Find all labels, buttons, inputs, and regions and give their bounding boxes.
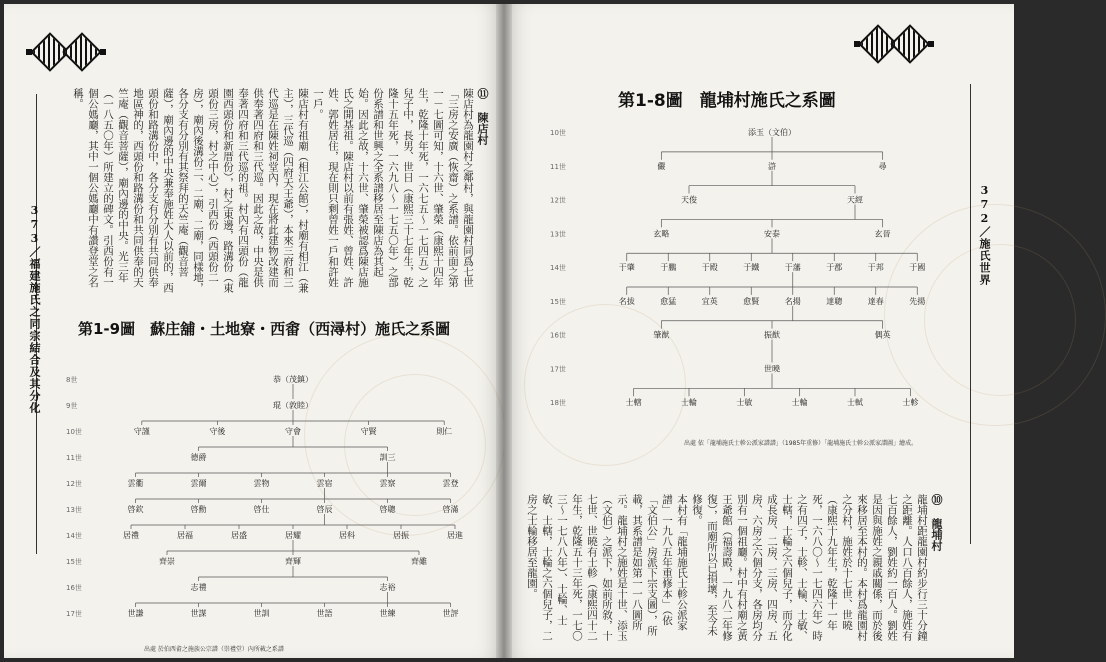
genealogy-chart-1-8 bbox=[548, 122, 968, 434]
member-name: 雲察 bbox=[379, 479, 396, 488]
generation-label: 8世 bbox=[66, 376, 78, 384]
member-name: 居福 bbox=[177, 531, 193, 540]
generation-label: 10世 bbox=[66, 428, 82, 436]
member-name: 居科 bbox=[339, 531, 355, 540]
member-name: 達春 bbox=[867, 296, 884, 306]
paragraph: 本村有「龍埔施氏士軫公派家譜」一九八五年重修本」（依「文伯公」房派下宗支圖），所載，其系譜是如第一一八圖所示。龍埔村之施姓是十世、添玉（文伯）之派下，如前所敘，十七世、世曉有士軫（康熙四十二年生，乾隆五十三年死，一七〇三～一七八八年）、士輪、士敏、士轄，士輪之六個兒子，二房之士輪移居至龍園。 bbox=[526, 494, 688, 641]
member-name: 志裕 bbox=[379, 583, 396, 592]
member-name: 先揚 bbox=[909, 296, 926, 306]
generation-label: 13世 bbox=[66, 506, 82, 514]
member-name: 世謀 bbox=[190, 609, 207, 618]
section-title: 龍埔村 bbox=[930, 518, 943, 551]
member-name: 玄晉 bbox=[874, 229, 891, 239]
generation-label: 17世 bbox=[66, 610, 82, 618]
member-name: 天經 bbox=[847, 195, 863, 205]
book-gutter bbox=[496, 4, 512, 658]
member-name: 安泰 bbox=[764, 229, 780, 239]
book-spread bbox=[4, 4, 1020, 658]
member-name: 雲衢 bbox=[127, 479, 144, 488]
member-name: 愈賢 bbox=[743, 296, 760, 306]
member-name: 于殿 bbox=[701, 263, 718, 273]
left-page bbox=[4, 4, 504, 658]
member-name: 守後 bbox=[209, 427, 226, 436]
figure-caption: 出處 於伯西畬之施族公宗譜（崇禮堂）內所載之系譜 bbox=[144, 646, 284, 653]
generation-label: 15世 bbox=[550, 297, 566, 306]
member-name: 則仁 bbox=[436, 427, 453, 436]
generation-label: 15世 bbox=[66, 558, 82, 566]
member-name: 世謙 bbox=[127, 609, 144, 618]
member-name: 居禮 bbox=[123, 531, 139, 540]
member-name: 于國 bbox=[909, 263, 926, 273]
generation-label: 12世 bbox=[66, 480, 82, 488]
body-text bbox=[526, 494, 944, 644]
member-name: 世曉 bbox=[764, 364, 780, 374]
member-name: 士輪 bbox=[681, 398, 697, 408]
member-name: 士軫 bbox=[902, 398, 919, 408]
member-name: 齊崇 bbox=[159, 557, 175, 566]
member-name: 名拔 bbox=[618, 296, 635, 306]
right-page bbox=[504, 4, 1014, 658]
member-name: 啓滿 bbox=[442, 505, 459, 514]
member-name: 于藩 bbox=[784, 263, 801, 273]
generation-label: 11世 bbox=[550, 162, 566, 171]
member-name: 守賢 bbox=[360, 427, 377, 436]
generation-label: 13世 bbox=[550, 230, 566, 239]
member-name: 世評 bbox=[442, 609, 459, 618]
member-name: 滸 bbox=[768, 161, 776, 171]
member-name: 于鐵 bbox=[743, 263, 760, 273]
member-name: 儼 bbox=[657, 161, 666, 171]
member-name: 恭（茂鎮） bbox=[273, 375, 313, 384]
member-name: 振猷 bbox=[764, 330, 780, 340]
paragraph: 龍埔村距龍園村約步行三十分鐘之距離。人口八百餘人，施姓有七百餘人，劉姓約一百人。劉姓是因與施姓之親戚關係，而於後來移居至本村的。本村爲龍園村之分村，施姓於十七世、世曉（康熙十九年生，乾隆十一年死，一六八〇～一七四六年）時之有四子，士軫、士輪、士敏、士轄，士輪之六個兒子，而分化成長房、二房、三房、四房、五房、六房之六個分支，各房均分別有一個祖廳。村中有村廟之黃王爺館（福壽殿，一九八二年修復），而廟所以已損壞，至今未修復。 bbox=[691, 494, 928, 641]
corner-ornament bbox=[854, 30, 934, 58]
section-number: ⑪ bbox=[476, 88, 489, 99]
member-name: 玄略 bbox=[653, 229, 670, 239]
paragraph: 陳店村有祖廟（相江公館），村廟有相江（兼主），三代巡（四府天王爺），本來三府和三代巡是在陳姓祠堂內，現在將此建物改建而供奉著四府和三代巡。因此之故，中央是供奉著四府和三代巡的祖。村內有四頭份（龍園西頭份和新厝份），村之東邊，路溝份（東頭份三房，村之中心），引西份（西頭份二房），廟內後溝份二、二廟、二廟，同樣地，各分支有分別有其祭拜的天竺庵（觀音菩薩），廟內邊的中央兼奉施姓大人以前的，西頭份和路溝份中，各分支有分別有共同供奉地區神的，西頭份和路溝份和共同供奉的天竺庵（觀音菩薩），廟內邊的中央。光三年（一八五〇年）所建立的碑文。引西份有一個公媽廳，其中一個公媽廳中有讚登堂之名稱。 bbox=[72, 88, 309, 293]
member-name: 訓三 bbox=[379, 453, 396, 462]
member-name: 齊雖 bbox=[411, 557, 427, 566]
member-name: 于郡 bbox=[826, 263, 843, 273]
member-name: 啓欽 bbox=[127, 505, 144, 514]
running-head: 372／施氏世界 bbox=[978, 184, 991, 286]
member-name: 肇猷 bbox=[653, 330, 670, 340]
section-number: ⑩ bbox=[930, 494, 943, 505]
body-text bbox=[72, 88, 490, 296]
member-name: 守會 bbox=[285, 427, 301, 436]
diamond-ornament-icon bbox=[890, 24, 930, 64]
member-name: 啓聰 bbox=[379, 505, 396, 514]
member-name: 尋 bbox=[878, 161, 887, 171]
member-name: 雲爾 bbox=[190, 479, 207, 488]
member-name: 士敏 bbox=[736, 398, 753, 408]
generation-label: 16世 bbox=[550, 331, 566, 340]
member-name: 世練 bbox=[379, 609, 396, 618]
member-name: 愈猛 bbox=[660, 296, 677, 306]
member-name: 宜英 bbox=[701, 296, 718, 306]
figure-title: 第1-9圖 蘇庄舖・土地寮・西畬（西潯村）施氏之系圖 bbox=[78, 320, 451, 338]
section-title: 陳店村 bbox=[476, 112, 489, 145]
member-name: 居盛 bbox=[231, 531, 247, 540]
genealogy-chart-svg bbox=[64, 369, 494, 637]
member-name: 齊輝 bbox=[285, 557, 301, 566]
member-name: 守謹 bbox=[133, 427, 150, 436]
generation-label: 12世 bbox=[550, 196, 566, 205]
member-name: 琨（敦睦） bbox=[273, 401, 313, 410]
member-name: 士轄 bbox=[625, 398, 642, 408]
generation-label: 14世 bbox=[66, 532, 82, 540]
running-head: 373／福建施氏之同宗結合及其分化 bbox=[28, 204, 41, 414]
figure-title: 第1-8圖 龍埔村施氏之系圖 bbox=[618, 91, 836, 111]
member-name: 士輪 bbox=[791, 398, 808, 408]
member-name: 世語 bbox=[316, 609, 333, 618]
member-name: 名揚 bbox=[784, 296, 801, 306]
member-name: 德爵 bbox=[190, 453, 207, 462]
generation-label: 16世 bbox=[66, 584, 82, 592]
member-name: 天俊 bbox=[681, 195, 697, 205]
generation-label: 17世 bbox=[550, 365, 566, 374]
member-name: 于鵬 bbox=[660, 263, 677, 273]
member-name: 士軾 bbox=[847, 398, 863, 408]
generation-label: 11世 bbox=[66, 454, 82, 462]
diamond-ornament-icon bbox=[62, 32, 102, 72]
member-name: 雲宿 bbox=[316, 479, 333, 488]
member-name: 世訓 bbox=[253, 609, 270, 618]
generation-label: 9世 bbox=[66, 402, 78, 410]
genealogy-chart-svg bbox=[548, 122, 968, 434]
member-name: 志禮 bbox=[190, 583, 207, 592]
member-name: 于邦 bbox=[867, 263, 884, 273]
member-name: 偶英 bbox=[874, 330, 891, 340]
corner-ornament bbox=[26, 38, 106, 66]
member-name: 居進 bbox=[447, 531, 463, 540]
genealogy-chart-1-9 bbox=[64, 369, 494, 637]
member-name: 居耀 bbox=[285, 531, 301, 540]
generation-label: 14世 bbox=[550, 264, 566, 273]
member-name: 雲登 bbox=[442, 479, 459, 488]
member-name: 啓辰 bbox=[316, 505, 333, 514]
member-name: 居振 bbox=[393, 531, 409, 540]
member-name: 啓仕 bbox=[253, 505, 270, 514]
member-name: 雲物 bbox=[253, 479, 270, 488]
generation-label: 10世 bbox=[550, 129, 566, 137]
page-rule bbox=[970, 84, 971, 544]
generation-label: 18世 bbox=[550, 399, 566, 408]
paragraph: 陳店村為龍園村之鄰村，與龍園村同爲七世「三房之安廣（恢齋）之系譜。依前面之第一－七圖可知，十六世、肇榮（康熙十四年生，乾隆十年死，一六七五～一七四五）之兒子中，長男、世日（康熙三十七年生，乾隆十五年死，一六九八～一七五〇年）之部份系譜和世興之全系譜移居至陳店為其起始。因此之故，十六世、肇榮被認爲陳店施氏之開基祖。陳店村以前有張姓、曾姓、許姓、郭姓居住，現在則只剩曾姓一戶和許姓一戶。 bbox=[312, 88, 474, 288]
member-name: 添玉（文伯） bbox=[748, 128, 796, 137]
figure-caption: 出處 依「龍埔施氏士軫公派家譜譜」（1985年重修）「龍埔施氏士軫公派家譜圖」繪成。 bbox=[684, 440, 918, 447]
member-name: 啓勳 bbox=[190, 505, 207, 514]
member-name: 于肇 bbox=[618, 263, 635, 273]
member-name: 達聰 bbox=[826, 296, 843, 306]
